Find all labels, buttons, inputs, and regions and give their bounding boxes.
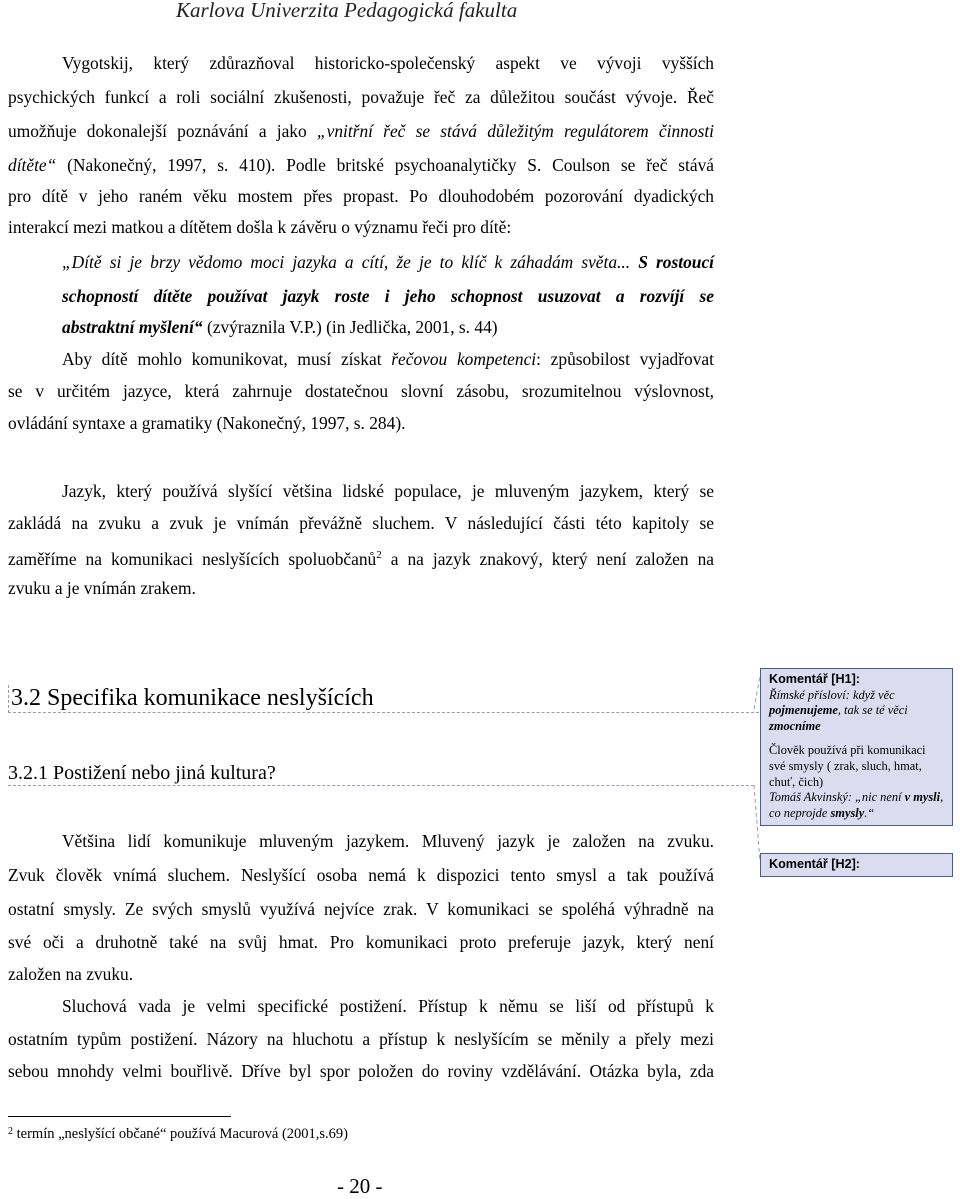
text-italic: dítěte“ — [8, 155, 57, 175]
text-italic: řečovou kompetenci — [391, 349, 537, 369]
p4-line-3: ostatní smysly. Ze svých smyslů využívá nejvíce zrak. V komunikaci se spoléhá výhradně na — [8, 899, 714, 919]
comment-line: chuť, čich) — [769, 774, 824, 789]
p5-line-3: sebou mnohdy velmi bouřlivě. Dříve byl spor položen do roviny vzdělávání. Otázka byla, zda — [8, 1061, 714, 1081]
comment-line: své smysly ( zrak, sluch, hmat, — [769, 758, 922, 773]
text-bold: zmocníme — [769, 718, 821, 733]
footnote-number: 2 — [8, 1126, 13, 1137]
text: a na jazyk znakový, který není založen na — [381, 548, 714, 569]
comment-h2[interactable] — [760, 853, 953, 877]
p4-line-4: své oči a druhotně také na svůj hmat. Pro komunikaci proto preferuje jazyk, který není — [8, 932, 714, 952]
comment-line — [769, 806, 946, 822]
comment-line: Římské přísloví: když věc — [769, 687, 895, 702]
quote-line-2: schopností dítěte používat jazyk roste i jeho schopnost usuzovat a rozvíjí se — [62, 286, 714, 306]
text: , tak se té věci — [837, 703, 908, 718]
text: .“ — [864, 805, 875, 820]
comment-h1[interactable] — [760, 668, 953, 826]
text: : způsobilost vyjadřovat — [536, 349, 714, 369]
comment-title: Komentář [H1]: — [769, 672, 860, 686]
p2-line-3: ovládání syntaxe a gramatiky (Nakonečný, 1997, s. 284). — [8, 413, 406, 433]
text-bold: smysly — [830, 805, 865, 820]
text-bold: v mysli — [904, 790, 941, 805]
p3-line-4: zvuku a je vnímán zrakem. — [8, 578, 196, 598]
text: Tomáš Akvinský: „nic není — [769, 790, 905, 805]
subsection-heading-text: 3.2.1 Postižení nebo jiná kultura? — [8, 762, 276, 784]
text: Aby dítě mohlo komunikovat, musí získat — [62, 349, 392, 369]
p3-line-2: zakládá na zvuku a zvuk je vnímán převážně sluchem. V následující části této kapitoly se — [8, 513, 714, 533]
p4-line-2: Zvuk člověk vnímá sluchem. Neslyšící osoba nemá k dispozici tento smysl a tak používá — [8, 865, 714, 885]
text: (Nakonečný, 1997, s. 410). Podle britské psychoanalytičky S. Coulson se řeč stává — [56, 155, 714, 175]
p1-line-1: Vygotskij, který zdůrazňoval historicko-společenský aspekt ve vývoji vyšších — [62, 53, 714, 73]
p4-line-5: založen na zvuku. — [8, 964, 134, 984]
text: , — [940, 790, 944, 805]
comment-line — [769, 703, 946, 719]
text-italic: „vnitřní řeč se stává důležitým regulátorem činnosti — [316, 121, 715, 141]
text-italic: „Dítě si je brzy vědomo moci jazyka a cítí, že je to klíč k záhadám světa... — [62, 252, 639, 272]
text-bold-italic: abstraktní myšlení“ — [62, 317, 203, 337]
p1-line-5: pro dítě v jeho raném věku mostem přes propast. Po dlouhodobém pozorování dyadických — [8, 186, 714, 206]
p5-line-1: Sluchová vada je velmi specifické postižení. Přístup k němu se liší od přístupů k — [62, 996, 714, 1016]
running-header: Karlova Univerzita Pedagogická fakulta — [176, 0, 518, 22]
comment-line — [769, 790, 946, 806]
p1-line-6: interakcí mezi matkou a dítětem došla k závěru o významu řeči pro dítě: — [8, 217, 512, 237]
footnote-text: termín „neslyšící občané“ používá Macurová (2001,s.69) — [13, 1126, 349, 1142]
text-bold: pojmenujeme — [769, 703, 838, 718]
comment-line: Člověk používá při komunikaci — [769, 743, 926, 758]
page-number: - 20 - — [337, 1174, 383, 1198]
p2-line-2: se v určitém jazyce, která zahrnuje dostatečnou slovní zásobu, srozumitelnou výslovnost, — [8, 381, 714, 401]
p1-line-2: psychických funkcí a roli sociální zkušenosti, považuje řeč za důležitou součást vývoje. Řeč — [8, 87, 714, 107]
comment-title: Komentář [H2]: — [769, 857, 860, 871]
p5-line-2: ostatním typům postižení. Názory na hluchotu a přístup k neslyšícím se měnily a přely mezi — [8, 1029, 714, 1049]
p4-line-1: Většina lidí komunikuje mluveným jazykem. Mluvený jazyk je založen na zvuku. — [62, 831, 714, 851]
text: co neprojde — [769, 805, 831, 820]
text-bold-italic: S rostoucí — [638, 252, 715, 272]
footnote-ref[interactable]: 2 — [376, 549, 382, 561]
p3-line-1: Jazyk, který používá slyšící většina lidské populace, je mluveným jazykem, který se — [62, 481, 714, 501]
text: zaměříme na komunikaci neslyšících spoluobčanů — [8, 548, 377, 569]
section-heading-text: 3.2 Specifika komunikace neslyšících — [11, 685, 374, 711]
comment-line — [769, 719, 946, 735]
text: (zvýraznila V.P.) (in Jedlička, 2001, s. 44) — [202, 317, 498, 337]
text: umožňuje dokonalejší poznávání a jako — [8, 121, 317, 141]
